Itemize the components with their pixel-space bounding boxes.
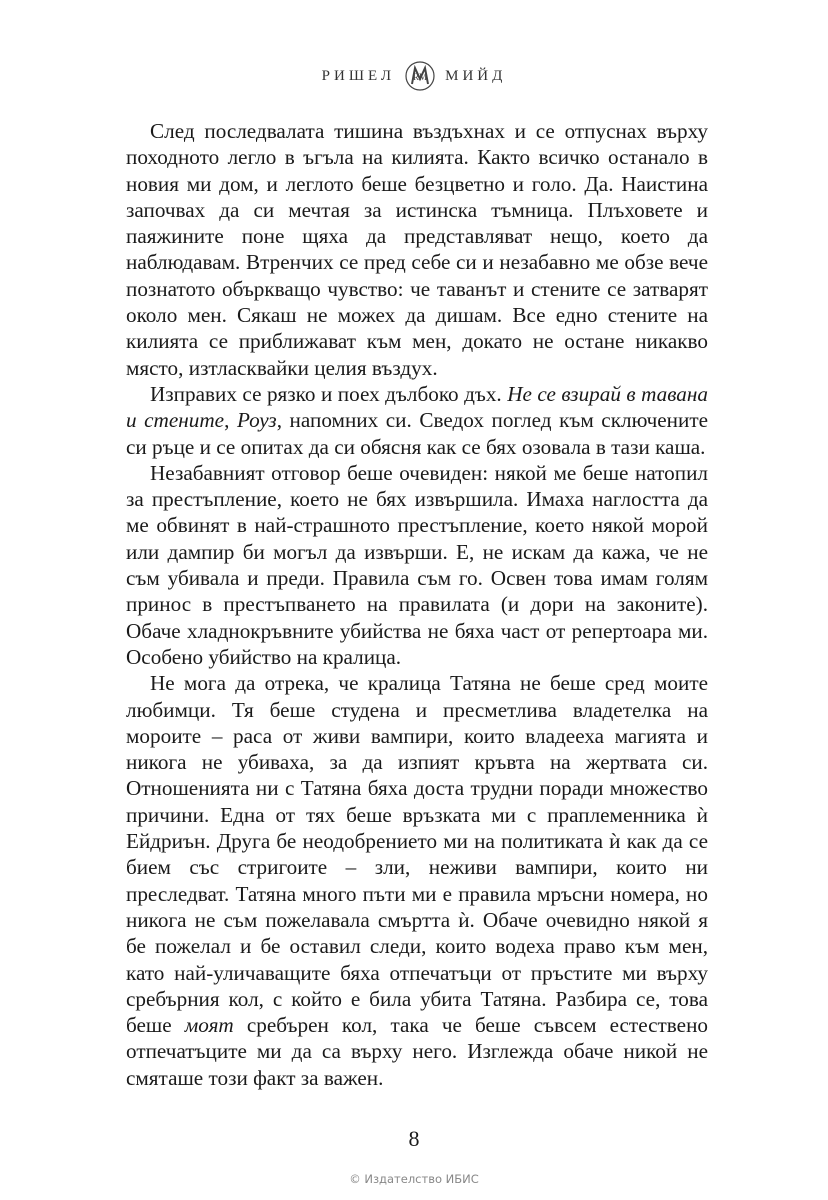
paragraph: Не мога да отрека, че кралица Татяна не беше сред моите любимци. Тя беше студена и пресметлива владетелка на мороите – раса от живи вампири, които владееха магията и никога не убиваха, за да изпият кръвта на жертвата си. Отношенията ни с Татяна бяха доста трудни поради множество причини. Една от тях беше връзката ми с праплеменника ѝ Ейдриън. Друга бе неодобрението ми на политиката ѝ как да се бием със стригоите – зли, неживи вампири, които ни преследват. Татяна много пъти ми е правила мръсни номера, но никога не съм пожелавала смъртта ѝ. Обаче очевидно някой я бе пожелал и бе оставил следи, които водеха право към мен, като най-уличаващите бяха отпечатъци от пръстите ми върху сребърния кол, с който е била убита Татяна. Разбира се, това беше моят сребърен кол, така че беше съвсем естествено отпечатъците ми да са върху него. Изглежда обаче никой не смяташе този факт за важен. [126, 671, 709, 1090]
page-number: 8 [408, 1126, 420, 1151]
running-header [0, 56, 828, 96]
body-text [126, 118, 708, 1091]
paragraph: Незабавният отговор беше очевиден: някой ме беше натопил за престъпление, което не бях извършила. Имаха наглостта да ме обвинят в най-страшното престъпление, което някой морой или дампир би могъл да извърши. Е, не искам да кажа, че не съм убивала и преди. Правила съм го. Освен това имам голям принос в престъпването на правилата (и дори на законите). Обаче хладнокръвните убийства не бяха част от репертоара ми. Особено убийство на кралица. [126, 460, 708, 669]
paragraph: Изправих се рязко и поех дълбоко дъх. Не се взирай в тавана и стените, Роуз, напомних си. Сведох поглед към сключените си ръце и се опитах да си обясня как се бях озовала в тази каша. [126, 381, 708, 459]
logo-letters: RM [413, 72, 428, 82]
paragraph: След последвалата тишина въздъхнах и се отпуснах върху походното легло в ъгъла на килията. Както всичко останало в новия ми дом, и леглото беше безцветно и голо. Да. Наистина започвах да си мечтая за истинска тъмница. Плъховете и паяжините поне щяха да представляват нещо, което да наблюдавам. Втренчих се пред себе си и незабавно ме обзе вече познатото объркващо чувство: че таванът и стените се затварят около мен. Сякаш не можех да дишам. Все едно стените на килията се приближават към мен, докато не остане никакво място, изтласквайки целия въздух. [126, 119, 708, 380]
italic-emphasis: моят [184, 1013, 234, 1038]
author-first-name: РИШЕЛ [321, 67, 396, 84]
rm-monogram-icon [403, 59, 437, 93]
author-last-name: МИЙД [445, 67, 507, 84]
italic-thought: Не се взирай в тавана и стените [126, 381, 708, 433]
italic-name: Роуз [236, 408, 277, 433]
publisher-footer: © Издателство ИБИС [349, 1172, 479, 1186]
